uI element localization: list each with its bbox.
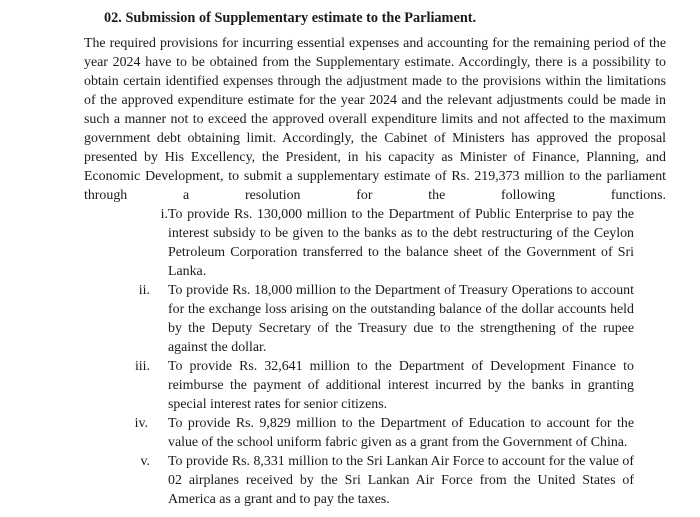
list-item-text: To provide Rs. 18,000 million to the Department of Treasury Operations to account for the exchange loss arising on the outstanding balance of the dollar accounts held by the Deputy Secretary of the Treasury due to the strengthening of the rupee against the dollar. <box>168 283 634 355</box>
list-item-text: To provide Rs. 32,641 million to the Department of Development Finance to reimburse the payment of additional interest incurred by the banks in granting special interest rates for senior citizens. <box>168 359 634 412</box>
list-item-number: iii. <box>134 359 150 374</box>
list-item-number: i. <box>160 207 168 222</box>
list-item-text: To provide Rs. 9,829 million to the Department of Education to account for the value of the school uniform fabric given as a grant from the Government of China. <box>168 416 634 450</box>
list-item-iii <box>0 357 700 414</box>
list-item-ii <box>0 281 700 357</box>
list-item-text: To provide Rs. 130,000 million to the Department of Public Enterprise to pay the interest subsidy to be given to the banks as to the debt restructuring of the Ceylon Petroleum Corporation transferred to the balance sheet of the Government of Sri Lanka. <box>168 207 634 279</box>
function-list <box>0 205 700 509</box>
section-heading: 02. Submission of Supplementary estimate to the Parliament. <box>104 10 477 26</box>
list-item-iv <box>0 414 700 452</box>
list-item-number: ii. <box>138 283 150 298</box>
list-item-number: iv. <box>134 416 148 431</box>
intro-paragraph <box>84 34 666 205</box>
list-item-number: v. <box>140 454 150 469</box>
list-item-v <box>0 452 700 509</box>
intro-paragraph-text: The required provisions for incurring essential expenses and accounting for the remaining period of the year 2024 have to be obtained from the Supplementary estimate. Accordingly, there is a possibility to obtain certain identified expenses through the adjustment made to the provisions within the limitations of the approved expenditure estimate for the year 2024 and the relevant adjustments could be made in such a manner not to exceed the approved overall expenditure limits and not affected to the maximum government debt obtaining limit. Accordingly, the Cabinet of Ministers has approved the proposal presented by His Excellency, the President, in his capacity as Minister of Finance, Planning, and Economic Development, to submit a supplementary estimate of Rs. 219,373 million to the parliament through a resolution for the following functions. <box>84 36 666 203</box>
list-item-text: To provide Rs. 8,331 million to the Sri Lankan Air Force to account for the value of 02 airplanes received by the Sri Lankan Air Force from the United States of America as a grant and to pay the taxes. <box>168 454 634 507</box>
list-item-i <box>0 205 700 281</box>
